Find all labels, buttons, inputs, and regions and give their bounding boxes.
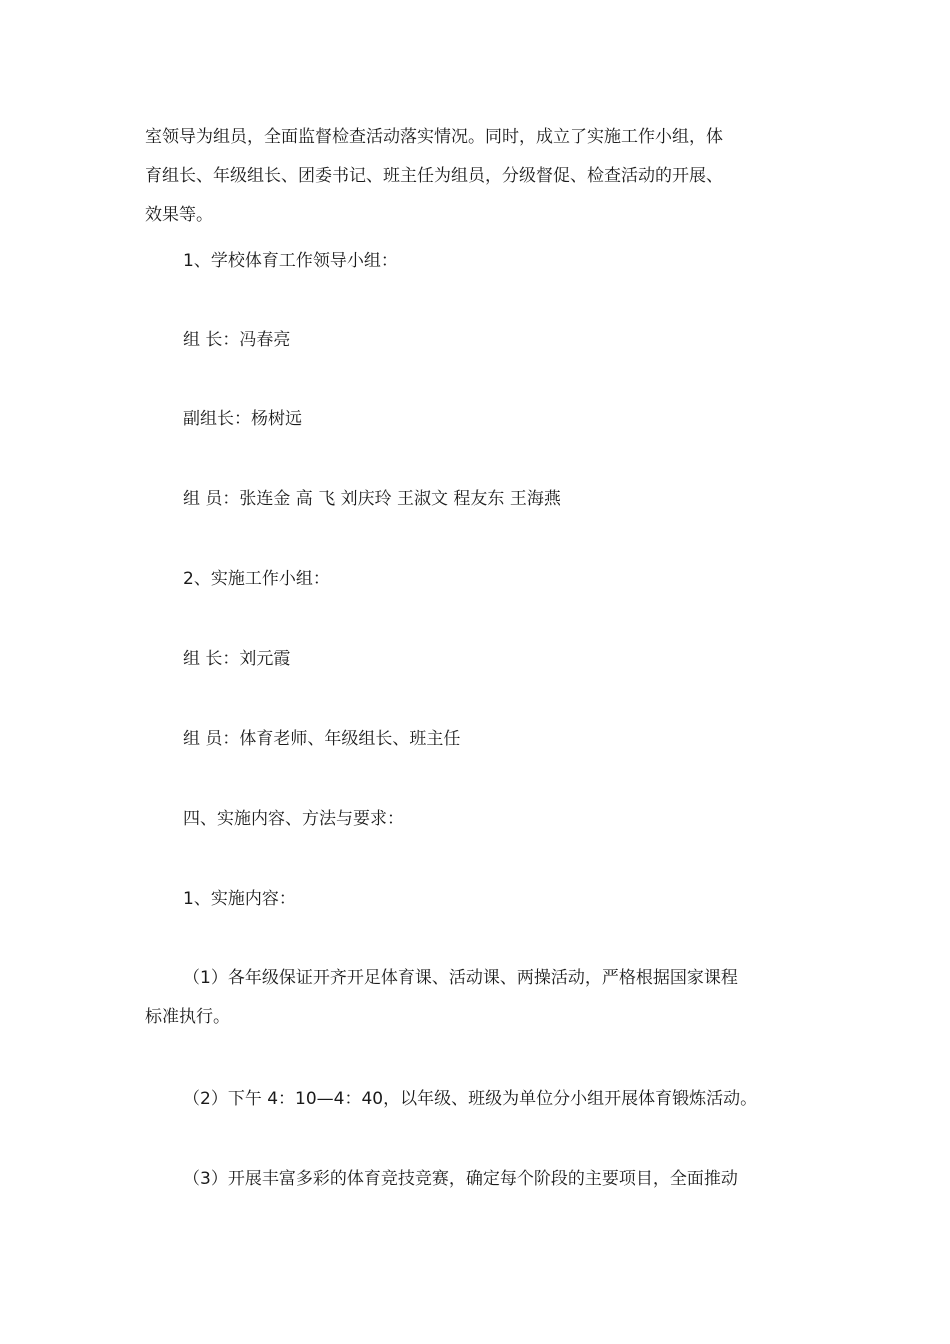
group1-leader: 组 长：冯春亮 <box>183 330 291 350</box>
content-heading: 1、实施内容： <box>183 889 296 909</box>
section4-heading: 四、实施内容、方法与要求： <box>183 809 404 829</box>
item1-paragraph <box>145 959 810 1037</box>
group2-members: 组 员：体育老师、年级组长、班主任 <box>183 729 461 749</box>
group1-members: 组 员：张连金 高 飞 刘庆玲 王淑文 程友东 王海燕 <box>183 489 561 509</box>
group2-heading: 2、实施工作小组： <box>183 569 330 589</box>
intro-line-2: 育组长、年级组长、团委书记、班主任为组员，分级督促、检查活动的开展、 <box>145 166 723 186</box>
intro-paragraph <box>145 118 810 235</box>
group1-deputy: 副组长：杨树远 <box>183 409 302 429</box>
group2-leader: 组 长：刘元霞 <box>183 649 291 669</box>
item2-paragraph: （2）下午 4：10—4：40，以年级、班级为单位分小组开展体育锻炼活动。 <box>183 1089 758 1109</box>
item3-paragraph: （3）开展丰富多彩的体育竞技竞赛，确定每个阶段的主要项目，全面推动 <box>183 1169 738 1189</box>
intro-line-3: 效果等。 <box>145 205 213 225</box>
intro-line-1: 室领导为组员，全面监督检查活动落实情况。同时，成立了实施工作小组，体 <box>145 127 723 147</box>
item1-line-2: 标准执行。 <box>145 1007 230 1027</box>
group1-heading: 1、学校体育工作领导小组： <box>183 251 398 271</box>
item1-line-1: （1）各年级保证开齐开足体育课、活动课、两操活动，严格根据国家课程 <box>183 968 738 988</box>
